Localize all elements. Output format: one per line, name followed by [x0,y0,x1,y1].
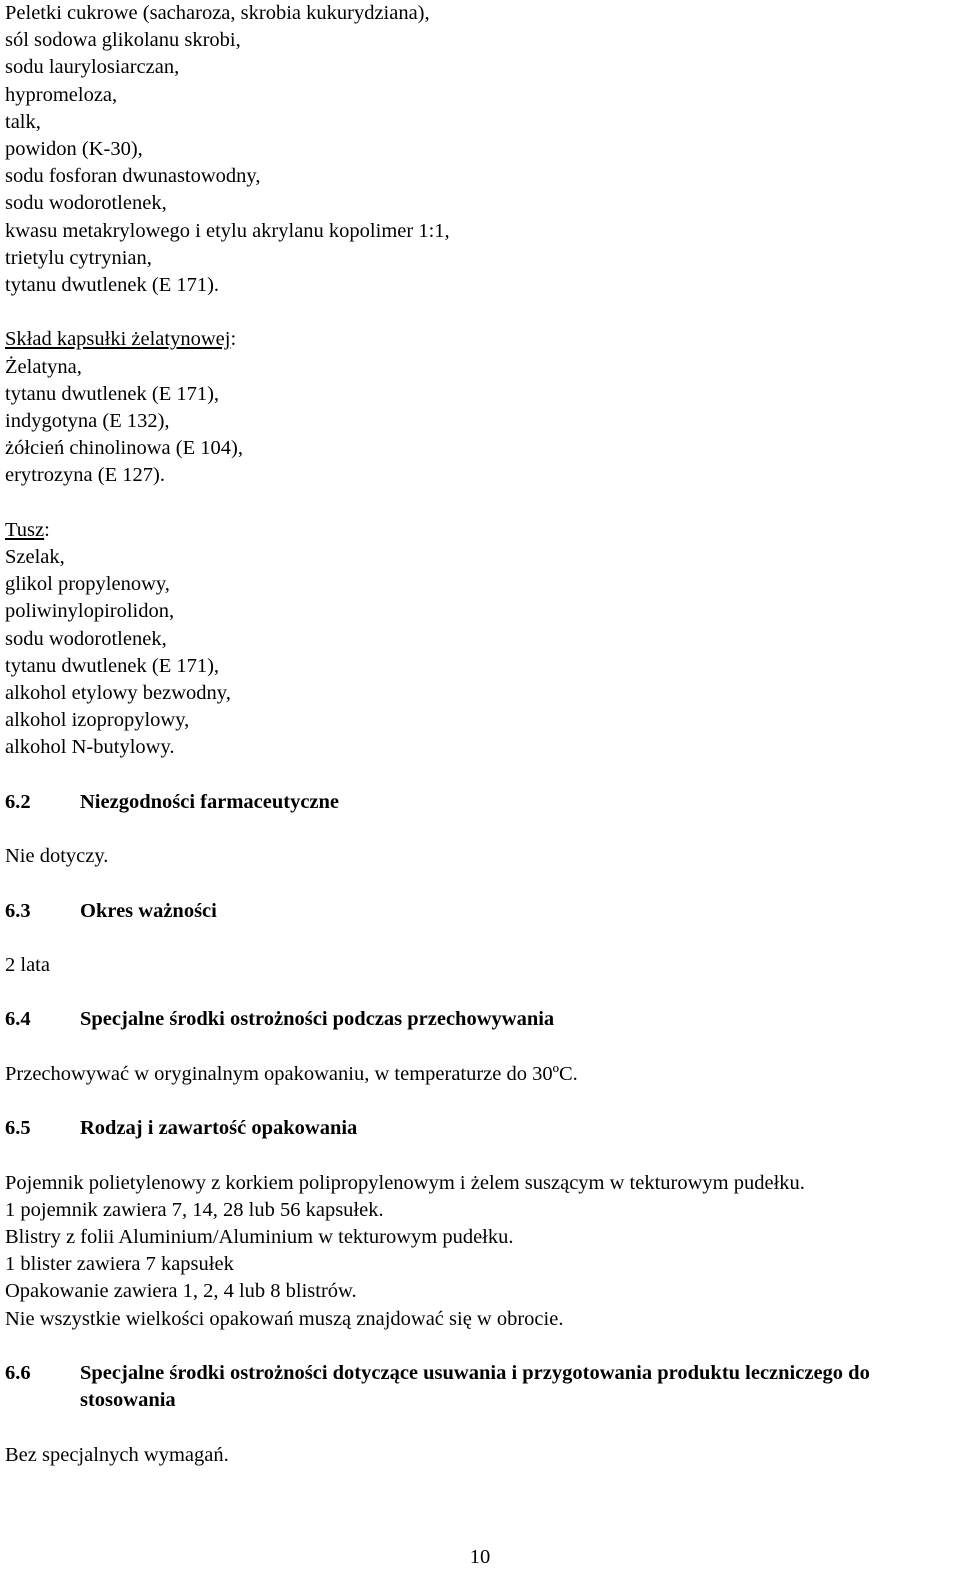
spacer [5,1333,960,1360]
list-item: tytanu dwutlenek (E 171), [5,382,220,405]
spacer [5,1414,960,1441]
ink-heading [5,517,960,544]
section-heading-6-6 [5,1360,960,1414]
section-heading-6-5 [5,1115,960,1142]
page-number: 10 [469,1546,491,1568]
section-title: Niezgodności farmaceutyczne [80,790,340,813]
list-item: Szelak, [5,546,65,569]
section-body-text: 1 pojemnik zawiera 7, 14, 28 lub 56 kapsułek. [5,1198,384,1221]
ink-colon: : [44,518,50,541]
section-number: 6.6 [5,1361,31,1384]
spacer [5,762,960,789]
list-item: poliwinylopirolidon, [5,600,175,623]
list-item: indygotyna (E 132), [5,410,170,433]
capsule-shell-label: Skład kapsułki żelatynowej [5,328,231,351]
list-item: żółcień chinolinowa (E 104), [5,437,243,460]
spacer [5,490,960,517]
section-number: 6.4 [5,1008,31,1031]
section-title: Rodzaj i zawartość opakowania [80,1117,358,1140]
list-item: talk, [5,110,41,133]
spacer [5,1034,960,1061]
excipients-core-list [5,0,960,299]
list-item: tytanu dwutlenek (E 171). [5,274,220,297]
section-body-text: Nie wszystkie wielkości opakowań muszą znajdować się w obrocie. [5,1307,564,1330]
section-title: Okres ważności [80,899,217,922]
list-item: powidon (K-30), [5,138,143,161]
section-body-text: Opakowanie zawiera 1, 2, 4 lub 8 blistrów. [5,1280,357,1303]
capsule-shell-block [5,326,960,489]
capsule-shell-heading [5,326,960,353]
list-item: alkohol N-butylowy. [5,736,175,759]
section-number: 6.3 [5,899,31,922]
list-item: hypromeloza, [5,83,118,106]
list-item: Żelatyna, [5,355,82,378]
section-number: 6.5 [5,1117,31,1140]
ink-block [5,517,960,762]
capsule-shell-colon: : [230,328,237,351]
spacer [5,1142,960,1169]
spacer [5,816,960,843]
list-item: kwasu metakrylowego i etylu akrylanu kopolimer 1:1, [5,219,450,242]
section-title: Specjalne środki ostrożności dotyczące usuwania i przygotowania produktu leczniczego do stosowania [80,1361,870,1412]
list-item: sodu laurylosiarczan, [5,56,180,79]
section-body-text: Przechowywać w oryginalnym opakowaniu, w temperaturze do 30ºC. [5,1062,578,1085]
section-body-text: Nie dotyczy. [5,845,109,868]
list-item: alkohol izopropylowy, [5,709,190,732]
spacer [5,979,960,1006]
section-heading-6-3 [5,898,960,925]
section-heading-6-2 [5,789,960,816]
section-body-text: 2 lata [5,954,50,977]
list-item: sól sodowa glikolanu skrobi, [5,29,241,52]
list-item: sodu wodorotlenek, [5,627,167,650]
section-number: 6.2 [5,790,31,813]
list-item: tytanu dwutlenek (E 171), [5,654,220,677]
list-item: sodu wodorotlenek, [5,192,167,215]
section-body-text: Pojemnik polietylenowy z korkiem polipropylenowym i żelem suszącym w tekturowym pudełku. [5,1171,805,1194]
list-item: erytrozyna (E 127). [5,464,165,487]
list-item: glikol propylenowy, [5,573,170,596]
ink-label: Tusz [5,518,45,541]
list-item: alkohol etylowy bezwodny, [5,682,231,705]
list-item: sodu fosforan dwunastowodny, [5,165,261,188]
list-item: trietylu cytrynian, [5,246,152,269]
spacer [5,299,960,326]
section-heading-6-4 [5,1006,960,1033]
spacer [5,870,960,897]
list-item: Peletki cukrowe (sacharoza, skrobia kukurydziana), [5,2,430,24]
section-body-text: Bez specjalnych wymagań. [5,1443,229,1466]
document-page [5,0,960,1469]
section-body-text: Blistry z folii Aluminium/Aluminium w tekturowym pudełku. [5,1225,514,1248]
section-body-text: 1 blister zawiera 7 kapsułek [5,1253,234,1276]
section-title: Specjalne środki ostrożności podczas przechowywania [80,1008,555,1031]
spacer [5,925,960,952]
spacer [5,1088,960,1115]
